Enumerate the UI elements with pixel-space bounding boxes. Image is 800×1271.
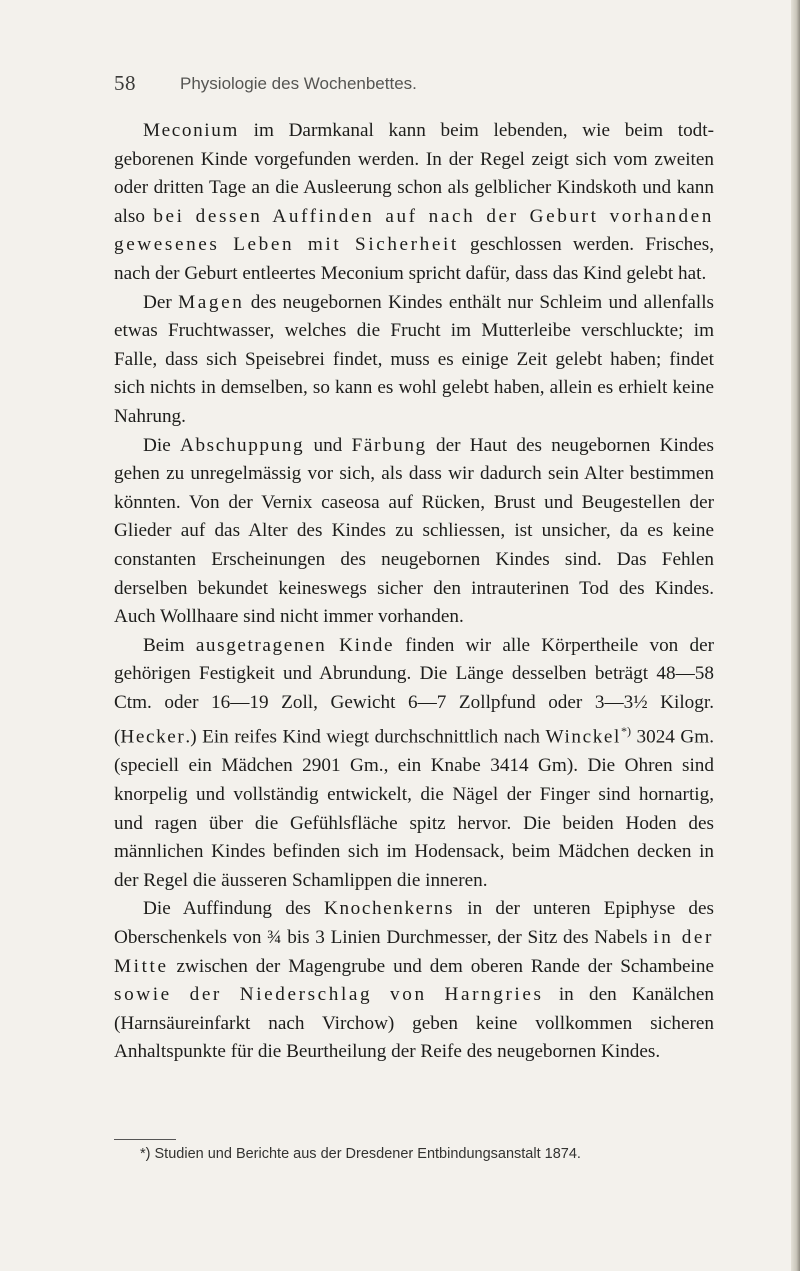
text: zwischen der Magengrube und dem oberen Rande der Schambeine <box>168 955 714 977</box>
paragraph-ausgetragen <box>114 632 714 896</box>
footnote-text: Studien und Berichte aus der Dresdener Entbindungsanstalt 1874. <box>150 1146 581 1162</box>
footnote-divider <box>114 1139 176 1140</box>
text: des neugebornen Kindes enthält nur Schleim und allenfalls etwas Fruchtwasser, welches die Frucht im Mutterleibe verschluckte; im Falle, dass sich Speisebrei findet, muss es einige Zeit gelebt haben; findet sich nichts in demselben, so kann es wohl gelebt haben, allein es erhielt keine Nahrung. <box>114 291 715 427</box>
footnote <box>140 1146 720 1162</box>
page-edge <box>791 0 800 1271</box>
text: und <box>304 434 352 456</box>
text: 3024 Gm. (speciell ein Mädchen 2901 Gm., ein Knabe 3414 Gm). Die Ohren sind knorpelig und vollständig entwickelt, die Nägel der Finger sind hornartig, und ragen über die Gefühlsfläche spitz hervor. Die beiden Hoden des männlichen Kindes befinden sich im Hodensack, beim Mädchen decken in der Regel die äusseren Schamlippen die inneren. <box>114 726 714 891</box>
text: .) Ein reifes Kind wiegt durchschnittlich nach <box>185 726 546 748</box>
author-hecker: Hecker <box>120 726 186 748</box>
text: finden wir alle Körpertheile von der gehörigen Festigkeit und Abrundung. Die Länge desselben beträgt 48—58 Ctm. oder 16—19 Zoll, Gewicht 6—7 Zollpfund oder 3—3½ Kilogr. ( <box>114 634 715 748</box>
text: geschlossen werden. Frisches, nach der Geburt entleertes Meconium spricht dafür, dass das Kind gelebt hat. <box>114 234 714 284</box>
text: Die Auffindung des <box>143 898 325 920</box>
footnote-reference: *) <box>620 724 631 739</box>
text: Beim <box>143 634 196 656</box>
body-text <box>114 117 714 1067</box>
paragraph-knochenkern <box>114 895 714 1067</box>
term-magen: Magen <box>178 291 245 313</box>
page-number: 58 <box>114 71 136 95</box>
term-ausgetragen: ausgetragenen Kinde <box>195 634 395 656</box>
text: der Haut des neugebornen Kindes gehen zu unregelmässig vor sich, als dass wir dadurch sein Alter bestimmen könnten. Von der Vernix caseosa auf Rücken, Brust und Beugestellen der Glieder auf das Alter des Kindes zu schliessen, ist unsicher, da es keine constanten Erscheinungen des neugebornen Kindes sind. Das Fehlen derselben bekundet keineswegs sicher den intrauterinen Tod des Kindes. Auch Wollhaare sind nicht immer vorhanden. <box>114 434 714 628</box>
text: Die <box>143 434 180 456</box>
term-faerbung: Färbung <box>351 434 427 456</box>
text: in den Kanälchen (Harnsäureinfarkt nach Virchow) geben keine vollkommen sicheren Anhaltspunkte für die Beurtheilung der Reife des neugebornen Kindes. <box>114 984 714 1063</box>
emphasis: bei dessen Auffinden auf nach der Geburt vorhanden gewesenes Leben mit Sicherheit <box>114 205 714 256</box>
emphasis: in der Mitte <box>114 927 714 977</box>
paragraph-magen <box>114 289 714 432</box>
footnote-marker: *) <box>140 1146 151 1162</box>
page-header <box>114 71 714 99</box>
paragraph-abschuppung <box>114 432 714 632</box>
text: Der <box>143 291 179 313</box>
running-head: Physiologie des Wochenbettes. <box>180 74 417 93</box>
emphasis: sowie der Niederschlag von Harngries <box>114 984 544 1006</box>
text: in der unteren Epiphyse des Oberschenkels von ¾ bis 3 Linien Durchmesser, der Sitz des Nabels <box>114 898 714 949</box>
text: im Darmkanal kann beim lebenden, wie beim todt-geborenen Kinde vorgefunden werden. In der Regel zeigt sich vom zweiten oder dritten Tage an die Ausleerung schon als gelblicher Kindskoth und kann also <box>114 120 714 227</box>
term-abschuppung: Abschuppung <box>180 434 305 456</box>
paragraph-meconium <box>114 117 714 289</box>
term-knochenkern: Knochenkerns <box>324 898 455 920</box>
author-winckel: Winckel <box>545 726 621 748</box>
term-meconium: Meconium <box>143 120 239 141</box>
